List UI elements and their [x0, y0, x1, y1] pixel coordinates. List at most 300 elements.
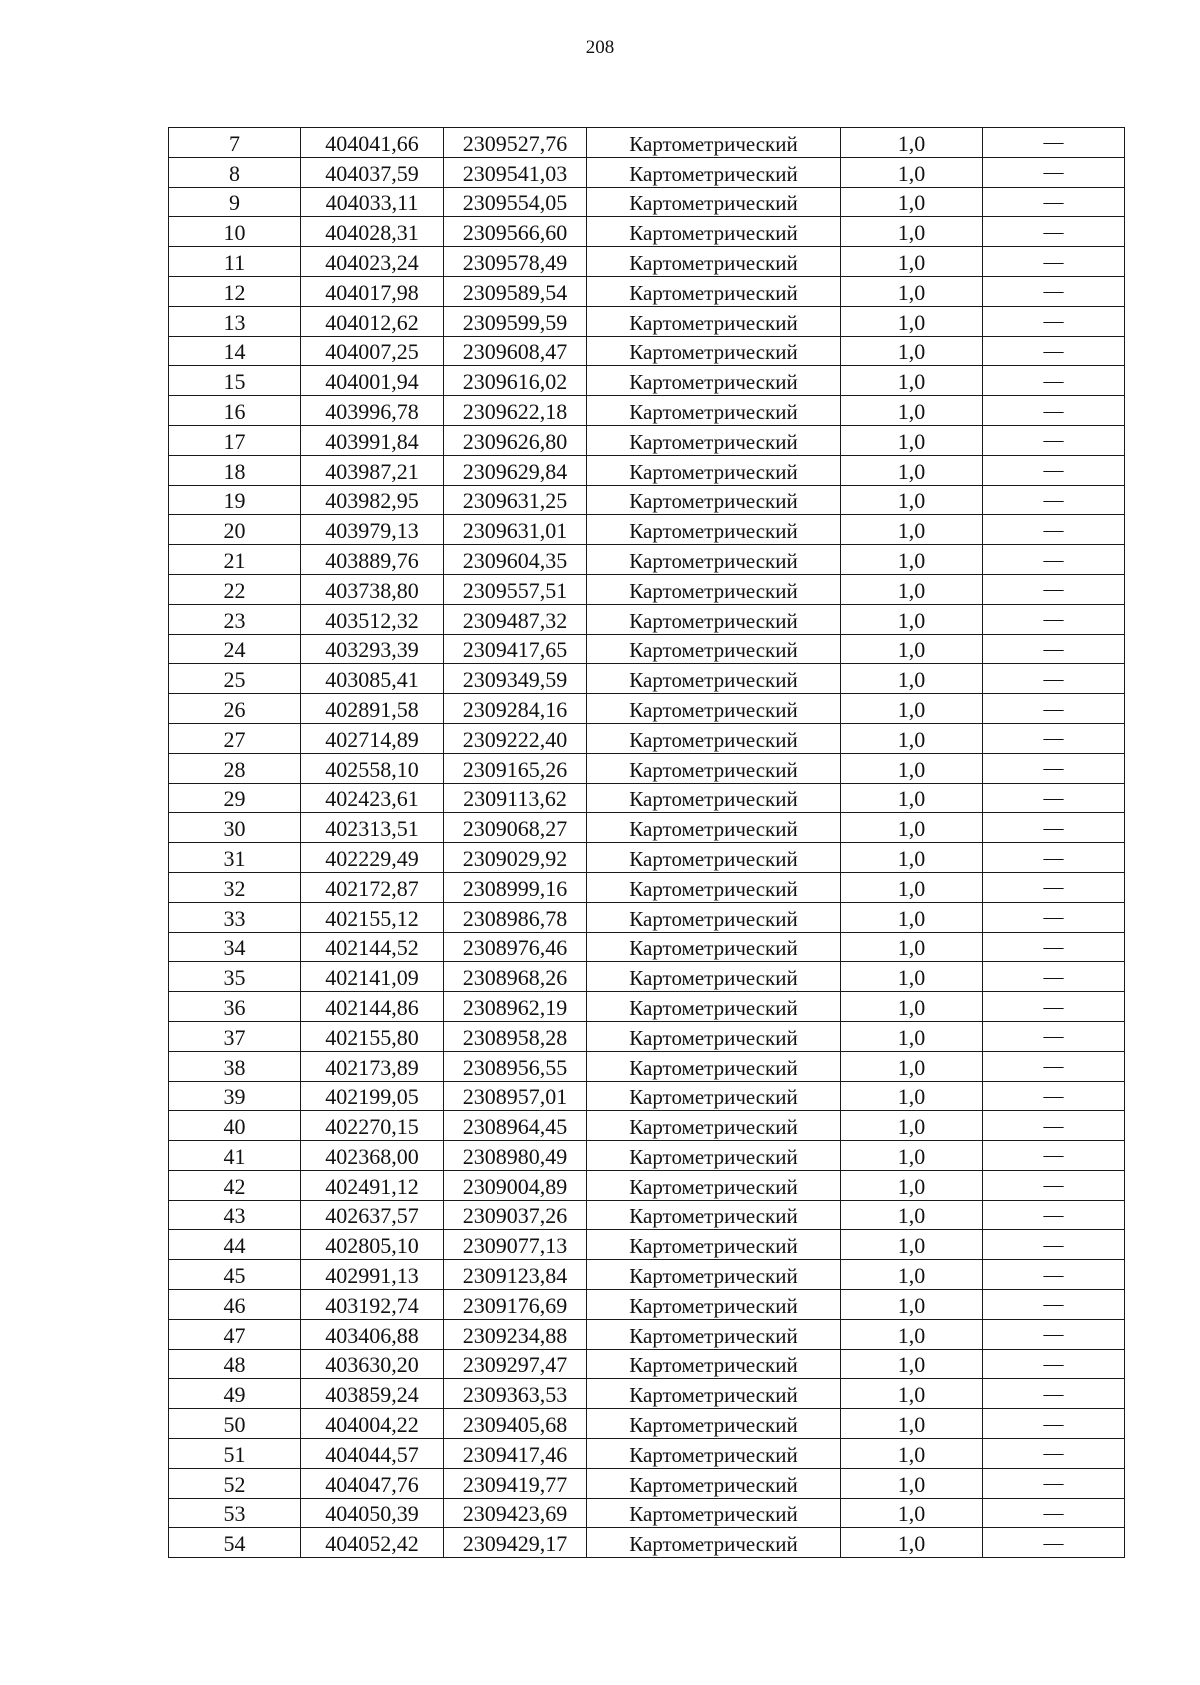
method-cell: Картометрический	[587, 1409, 841, 1439]
y-coordinate-cell: 2309417,46	[444, 1439, 587, 1469]
y-coordinate-cell: 2309487,32	[444, 604, 587, 634]
x-coordinate-cell: 404047,76	[301, 1468, 444, 1498]
method-cell: Картометрический	[587, 1468, 841, 1498]
method-cell: Картометрический	[587, 157, 841, 187]
note-cell: —	[983, 604, 1125, 634]
method-cell: Картометрический	[587, 634, 841, 664]
x-coordinate-cell: 402141,09	[301, 962, 444, 992]
x-coordinate-cell: 402558,10	[301, 753, 444, 783]
method-cell: Картометрический	[587, 783, 841, 813]
accuracy-cell: 1,0	[841, 992, 983, 1022]
point-number-cell: 44	[169, 1230, 301, 1260]
x-coordinate-cell: 404041,66	[301, 128, 444, 158]
y-coordinate-cell: 2309589,54	[444, 276, 587, 306]
y-coordinate-cell: 2308968,26	[444, 962, 587, 992]
x-coordinate-cell: 402491,12	[301, 1170, 444, 1200]
accuracy-cell: 1,0	[841, 902, 983, 932]
method-cell: Картометрический	[587, 1528, 841, 1558]
y-coordinate-cell: 2309578,49	[444, 247, 587, 277]
x-coordinate-cell: 404017,98	[301, 276, 444, 306]
y-coordinate-cell: 2309004,89	[444, 1170, 587, 1200]
point-number-cell: 46	[169, 1290, 301, 1320]
point-number-cell: 45	[169, 1260, 301, 1290]
point-number-cell: 41	[169, 1141, 301, 1171]
x-coordinate-cell: 404037,59	[301, 157, 444, 187]
point-number-cell: 37	[169, 1021, 301, 1051]
point-number-cell: 50	[169, 1409, 301, 1439]
point-number-cell: 38	[169, 1051, 301, 1081]
y-coordinate-cell: 2309405,68	[444, 1409, 587, 1439]
y-coordinate-cell: 2309123,84	[444, 1260, 587, 1290]
note-cell: —	[983, 425, 1125, 455]
accuracy-cell: 1,0	[841, 932, 983, 962]
method-cell: Картометрический	[587, 1051, 841, 1081]
x-coordinate-cell: 403991,84	[301, 425, 444, 455]
table-row	[169, 1081, 1125, 1111]
note-cell: —	[983, 157, 1125, 187]
point-number-cell: 32	[169, 872, 301, 902]
note-cell: —	[983, 723, 1125, 753]
point-number-cell: 51	[169, 1439, 301, 1469]
y-coordinate-cell: 2308962,19	[444, 992, 587, 1022]
table-row	[169, 1468, 1125, 1498]
accuracy-cell: 1,0	[841, 694, 983, 724]
accuracy-cell: 1,0	[841, 455, 983, 485]
note-cell: —	[983, 1528, 1125, 1558]
table-row	[169, 1528, 1125, 1558]
x-coordinate-cell: 403859,24	[301, 1379, 444, 1409]
method-cell: Картометрический	[587, 932, 841, 962]
accuracy-cell: 1,0	[841, 128, 983, 158]
table-row	[169, 187, 1125, 217]
y-coordinate-cell: 2308956,55	[444, 1051, 587, 1081]
method-cell: Картометрический	[587, 574, 841, 604]
x-coordinate-cell: 402144,86	[301, 992, 444, 1022]
accuracy-cell: 1,0	[841, 664, 983, 694]
accuracy-cell: 1,0	[841, 306, 983, 336]
point-number-cell: 49	[169, 1379, 301, 1409]
accuracy-cell: 1,0	[841, 366, 983, 396]
table-row	[169, 574, 1125, 604]
note-cell: —	[983, 872, 1125, 902]
point-number-cell: 42	[169, 1170, 301, 1200]
note-cell: —	[983, 1290, 1125, 1320]
point-number-cell: 31	[169, 843, 301, 873]
note-cell: —	[983, 902, 1125, 932]
point-number-cell: 24	[169, 634, 301, 664]
table-row	[169, 485, 1125, 515]
x-coordinate-cell: 404044,57	[301, 1439, 444, 1469]
note-cell: —	[983, 1498, 1125, 1528]
table-row	[169, 425, 1125, 455]
note-cell: —	[983, 1200, 1125, 1230]
point-number-cell: 16	[169, 396, 301, 426]
method-cell: Картометрический	[587, 336, 841, 366]
point-number-cell: 11	[169, 247, 301, 277]
accuracy-cell: 1,0	[841, 1379, 983, 1409]
method-cell: Картометрический	[587, 247, 841, 277]
accuracy-cell: 1,0	[841, 634, 983, 664]
table-row	[169, 1111, 1125, 1141]
y-coordinate-cell: 2309176,69	[444, 1290, 587, 1320]
point-number-cell: 20	[169, 515, 301, 545]
point-number-cell: 27	[169, 723, 301, 753]
note-cell: —	[983, 1081, 1125, 1111]
note-cell: —	[983, 932, 1125, 962]
y-coordinate-cell: 2309222,40	[444, 723, 587, 753]
y-coordinate-cell: 2309363,53	[444, 1379, 587, 1409]
x-coordinate-cell: 403987,21	[301, 455, 444, 485]
y-coordinate-cell: 2309284,16	[444, 694, 587, 724]
x-coordinate-cell: 403738,80	[301, 574, 444, 604]
table-row	[169, 664, 1125, 694]
y-coordinate-cell: 2308964,45	[444, 1111, 587, 1141]
x-coordinate-cell: 403630,20	[301, 1349, 444, 1379]
accuracy-cell: 1,0	[841, 962, 983, 992]
note-cell: —	[983, 753, 1125, 783]
point-number-cell: 48	[169, 1349, 301, 1379]
method-cell: Картометрический	[587, 276, 841, 306]
method-cell: Картометрический	[587, 1230, 841, 1260]
point-number-cell: 36	[169, 992, 301, 1022]
table-row	[169, 217, 1125, 247]
point-number-cell: 19	[169, 485, 301, 515]
x-coordinate-cell: 402172,87	[301, 872, 444, 902]
y-coordinate-cell: 2308976,46	[444, 932, 587, 962]
table-row	[169, 1021, 1125, 1051]
x-coordinate-cell: 402155,12	[301, 902, 444, 932]
method-cell: Картометрический	[587, 1319, 841, 1349]
note-cell: —	[983, 128, 1125, 158]
method-cell: Картометрический	[587, 485, 841, 515]
y-coordinate-cell: 2309599,59	[444, 306, 587, 336]
y-coordinate-cell: 2308958,28	[444, 1021, 587, 1051]
note-cell: —	[983, 485, 1125, 515]
y-coordinate-cell: 2309622,18	[444, 396, 587, 426]
accuracy-cell: 1,0	[841, 336, 983, 366]
point-number-cell: 28	[169, 753, 301, 783]
point-number-cell: 29	[169, 783, 301, 813]
y-coordinate-cell: 2309068,27	[444, 813, 587, 843]
point-number-cell: 47	[169, 1319, 301, 1349]
point-number-cell: 26	[169, 694, 301, 724]
method-cell: Картометрический	[587, 217, 841, 247]
accuracy-cell: 1,0	[841, 1290, 983, 1320]
method-cell: Картометрический	[587, 872, 841, 902]
note-cell: —	[983, 1409, 1125, 1439]
x-coordinate-cell: 404007,25	[301, 336, 444, 366]
point-number-cell: 40	[169, 1111, 301, 1141]
x-coordinate-cell: 403889,76	[301, 545, 444, 575]
y-coordinate-cell: 2309629,84	[444, 455, 587, 485]
method-cell: Картометрический	[587, 1439, 841, 1469]
table-row	[169, 1230, 1125, 1260]
x-coordinate-cell: 402368,00	[301, 1141, 444, 1171]
note-cell: —	[983, 1379, 1125, 1409]
method-cell: Картометрический	[587, 545, 841, 575]
table-row	[169, 276, 1125, 306]
point-number-cell: 22	[169, 574, 301, 604]
table-row	[169, 545, 1125, 575]
table-row	[169, 366, 1125, 396]
table-row	[169, 634, 1125, 664]
method-cell: Картометрический	[587, 187, 841, 217]
point-number-cell: 54	[169, 1528, 301, 1558]
table-row	[169, 247, 1125, 277]
accuracy-cell: 1,0	[841, 425, 983, 455]
y-coordinate-cell: 2309631,25	[444, 485, 587, 515]
table-row	[169, 843, 1125, 873]
note-cell: —	[983, 1021, 1125, 1051]
note-cell: —	[983, 1260, 1125, 1290]
method-cell: Картометрический	[587, 992, 841, 1022]
note-cell: —	[983, 336, 1125, 366]
accuracy-cell: 1,0	[841, 1528, 983, 1558]
y-coordinate-cell: 2309349,59	[444, 664, 587, 694]
coordinates-table	[168, 127, 1125, 1558]
note-cell: —	[983, 1319, 1125, 1349]
y-coordinate-cell: 2309604,35	[444, 545, 587, 575]
note-cell: —	[983, 247, 1125, 277]
method-cell: Картометрический	[587, 1081, 841, 1111]
method-cell: Картометрический	[587, 425, 841, 455]
point-number-cell: 53	[169, 1498, 301, 1528]
method-cell: Картометрический	[587, 694, 841, 724]
table-row	[169, 1319, 1125, 1349]
note-cell: —	[983, 992, 1125, 1022]
table-row	[169, 455, 1125, 485]
x-coordinate-cell: 404023,24	[301, 247, 444, 277]
table-row	[169, 694, 1125, 724]
note-cell: —	[983, 1051, 1125, 1081]
x-coordinate-cell: 404033,11	[301, 187, 444, 217]
x-coordinate-cell: 402805,10	[301, 1230, 444, 1260]
table-row	[169, 783, 1125, 813]
note-cell: —	[983, 1439, 1125, 1469]
accuracy-cell: 1,0	[841, 1409, 983, 1439]
table-row	[169, 128, 1125, 158]
method-cell: Картометрический	[587, 843, 841, 873]
y-coordinate-cell: 2308980,49	[444, 1141, 587, 1171]
accuracy-cell: 1,0	[841, 872, 983, 902]
note-cell: —	[983, 962, 1125, 992]
point-number-cell: 43	[169, 1200, 301, 1230]
table-row	[169, 1498, 1125, 1528]
point-number-cell: 39	[169, 1081, 301, 1111]
x-coordinate-cell: 404012,62	[301, 306, 444, 336]
y-coordinate-cell: 2308999,16	[444, 872, 587, 902]
note-cell: —	[983, 276, 1125, 306]
table-row	[169, 1260, 1125, 1290]
point-number-cell: 17	[169, 425, 301, 455]
table-row	[169, 1439, 1125, 1469]
note-cell: —	[983, 694, 1125, 724]
table-row	[169, 1170, 1125, 1200]
y-coordinate-cell: 2309429,17	[444, 1528, 587, 1558]
x-coordinate-cell: 404001,94	[301, 366, 444, 396]
y-coordinate-cell: 2309626,80	[444, 425, 587, 455]
method-cell: Картометрический	[587, 723, 841, 753]
y-coordinate-cell: 2308957,01	[444, 1081, 587, 1111]
x-coordinate-cell: 402270,15	[301, 1111, 444, 1141]
y-coordinate-cell: 2308986,78	[444, 902, 587, 932]
table-row	[169, 1290, 1125, 1320]
x-coordinate-cell: 402313,51	[301, 813, 444, 843]
table-row	[169, 962, 1125, 992]
accuracy-cell: 1,0	[841, 1081, 983, 1111]
point-number-cell: 12	[169, 276, 301, 306]
x-coordinate-cell: 403293,39	[301, 634, 444, 664]
y-coordinate-cell: 2309631,01	[444, 515, 587, 545]
accuracy-cell: 1,0	[841, 217, 983, 247]
y-coordinate-cell: 2309608,47	[444, 336, 587, 366]
method-cell: Картометрический	[587, 1170, 841, 1200]
note-cell: —	[983, 187, 1125, 217]
x-coordinate-cell: 402991,13	[301, 1260, 444, 1290]
y-coordinate-cell: 2309419,77	[444, 1468, 587, 1498]
x-coordinate-cell: 402423,61	[301, 783, 444, 813]
method-cell: Картометрический	[587, 1260, 841, 1290]
y-coordinate-cell: 2309037,26	[444, 1200, 587, 1230]
y-coordinate-cell: 2309554,05	[444, 187, 587, 217]
method-cell: Картометрический	[587, 962, 841, 992]
note-cell: —	[983, 545, 1125, 575]
accuracy-cell: 1,0	[841, 1111, 983, 1141]
method-cell: Картометрический	[587, 1290, 841, 1320]
x-coordinate-cell: 402173,89	[301, 1051, 444, 1081]
method-cell: Картометрический	[587, 306, 841, 336]
accuracy-cell: 1,0	[841, 515, 983, 545]
note-cell: —	[983, 515, 1125, 545]
accuracy-cell: 1,0	[841, 1230, 983, 1260]
accuracy-cell: 1,0	[841, 1439, 983, 1469]
accuracy-cell: 1,0	[841, 1141, 983, 1171]
accuracy-cell: 1,0	[841, 574, 983, 604]
table-row	[169, 1051, 1125, 1081]
note-cell: —	[983, 843, 1125, 873]
accuracy-cell: 1,0	[841, 1260, 983, 1290]
accuracy-cell: 1,0	[841, 247, 983, 277]
accuracy-cell: 1,0	[841, 1051, 983, 1081]
point-number-cell: 9	[169, 187, 301, 217]
x-coordinate-cell: 404050,39	[301, 1498, 444, 1528]
note-cell: —	[983, 366, 1125, 396]
accuracy-cell: 1,0	[841, 604, 983, 634]
x-coordinate-cell: 403085,41	[301, 664, 444, 694]
y-coordinate-cell: 2309029,92	[444, 843, 587, 873]
table-row	[169, 1409, 1125, 1439]
point-number-cell: 21	[169, 545, 301, 575]
coordinates-table-body	[169, 128, 1125, 1558]
method-cell: Картометрический	[587, 813, 841, 843]
y-coordinate-cell: 2309423,69	[444, 1498, 587, 1528]
accuracy-cell: 1,0	[841, 753, 983, 783]
note-cell: —	[983, 396, 1125, 426]
method-cell: Картометрический	[587, 902, 841, 932]
y-coordinate-cell: 2309557,51	[444, 574, 587, 604]
table-row	[169, 753, 1125, 783]
note-cell: —	[983, 574, 1125, 604]
y-coordinate-cell: 2309113,62	[444, 783, 587, 813]
method-cell: Картометрический	[587, 1498, 841, 1528]
accuracy-cell: 1,0	[841, 485, 983, 515]
point-number-cell: 7	[169, 128, 301, 158]
x-coordinate-cell: 402155,80	[301, 1021, 444, 1051]
note-cell: —	[983, 1230, 1125, 1260]
method-cell: Картометрический	[587, 604, 841, 634]
x-coordinate-cell: 402637,57	[301, 1200, 444, 1230]
x-coordinate-cell: 402891,58	[301, 694, 444, 724]
x-coordinate-cell: 403979,13	[301, 515, 444, 545]
accuracy-cell: 1,0	[841, 276, 983, 306]
note-cell: —	[983, 1111, 1125, 1141]
accuracy-cell: 1,0	[841, 843, 983, 873]
point-number-cell: 15	[169, 366, 301, 396]
y-coordinate-cell: 2309616,02	[444, 366, 587, 396]
accuracy-cell: 1,0	[841, 157, 983, 187]
note-cell: —	[983, 664, 1125, 694]
table-row	[169, 902, 1125, 932]
accuracy-cell: 1,0	[841, 1021, 983, 1051]
method-cell: Картометрический	[587, 664, 841, 694]
table-row	[169, 306, 1125, 336]
table-row	[169, 1200, 1125, 1230]
accuracy-cell: 1,0	[841, 545, 983, 575]
table-row	[169, 515, 1125, 545]
table-row	[169, 1379, 1125, 1409]
method-cell: Картометрический	[587, 1111, 841, 1141]
accuracy-cell: 1,0	[841, 396, 983, 426]
y-coordinate-cell: 2309527,76	[444, 128, 587, 158]
table-row	[169, 932, 1125, 962]
note-cell: —	[983, 1141, 1125, 1171]
table-row	[169, 723, 1125, 753]
note-cell: —	[983, 634, 1125, 664]
method-cell: Картометрический	[587, 753, 841, 783]
method-cell: Картометрический	[587, 396, 841, 426]
table-row	[169, 872, 1125, 902]
accuracy-cell: 1,0	[841, 1468, 983, 1498]
method-cell: Картометрический	[587, 455, 841, 485]
accuracy-cell: 1,0	[841, 1319, 983, 1349]
table-row	[169, 604, 1125, 634]
method-cell: Картометрический	[587, 1141, 841, 1171]
table-row	[169, 1349, 1125, 1379]
accuracy-cell: 1,0	[841, 1200, 983, 1230]
method-cell: Картометрический	[587, 1379, 841, 1409]
accuracy-cell: 1,0	[841, 783, 983, 813]
note-cell: —	[983, 217, 1125, 247]
page-number: 208	[585, 37, 615, 58]
y-coordinate-cell: 2309417,65	[444, 634, 587, 664]
x-coordinate-cell: 402144,52	[301, 932, 444, 962]
x-coordinate-cell: 404004,22	[301, 1409, 444, 1439]
point-number-cell: 10	[169, 217, 301, 247]
method-cell: Картометрический	[587, 366, 841, 396]
method-cell: Картометрический	[587, 128, 841, 158]
y-coordinate-cell: 2309234,88	[444, 1319, 587, 1349]
x-coordinate-cell: 404052,42	[301, 1528, 444, 1558]
note-cell: —	[983, 455, 1125, 485]
method-cell: Картометрический	[587, 1200, 841, 1230]
note-cell: —	[983, 1468, 1125, 1498]
method-cell: Картометрический	[587, 1349, 841, 1379]
note-cell: —	[983, 813, 1125, 843]
accuracy-cell: 1,0	[841, 1498, 983, 1528]
y-coordinate-cell: 2309566,60	[444, 217, 587, 247]
x-coordinate-cell: 403982,95	[301, 485, 444, 515]
x-coordinate-cell: 403406,88	[301, 1319, 444, 1349]
